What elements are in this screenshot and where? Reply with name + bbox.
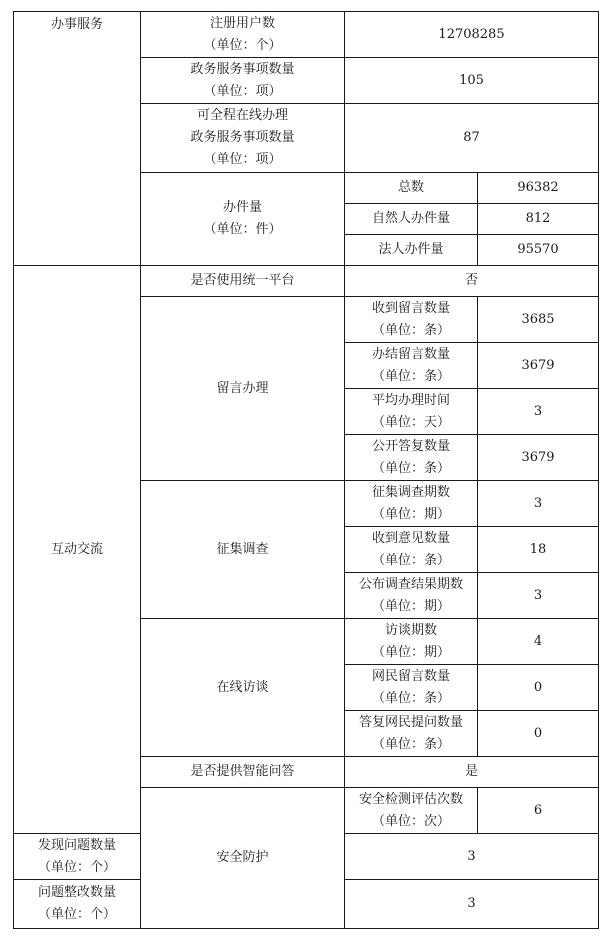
interview-replies-value: 0 [478, 711, 599, 757]
survey-periods-value: 3 [478, 481, 599, 527]
unified-platform-label: 是否使用统一平台 [141, 266, 345, 297]
case-legal-person-value: 95570 [478, 235, 599, 266]
unified-platform-value: 否 [345, 266, 599, 297]
section-label-security: 安全防护 [141, 788, 345, 929]
case-natural-person-label: 自然人办件量 [345, 204, 478, 235]
security-checks-label-cell: 安全检测评估次数 （单位：次） [345, 788, 478, 834]
smart-qa-label: 是否提供智能问答 [141, 757, 345, 788]
case-total-value: 96382 [478, 173, 599, 204]
survey-results-label-cell: 公布调查结果期数 （单位：期） [345, 573, 478, 619]
section-label-service: 办事服务 [14, 12, 141, 266]
message-received-label-cell: 收到留言数量 （单位：条） [345, 297, 478, 343]
interview-label: 在线访谈 [141, 619, 345, 757]
security-checks-value: 6 [478, 788, 599, 834]
case-legal-person-label: 法人办件量 [345, 235, 478, 266]
online-items-label-cell: 可全程在线办理 政务服务事项数量 （单位：项） [141, 104, 345, 173]
row-registered-users [14, 12, 599, 58]
security-issues-found-value: 3 [345, 834, 599, 880]
service-items-value: 105 [345, 58, 599, 104]
message-avg-time-value: 3 [478, 389, 599, 435]
interview-periods-value: 4 [478, 619, 599, 665]
security-issues-fixed-value: 3 [345, 880, 599, 929]
message-public-reply-value: 3679 [478, 435, 599, 481]
message-received-value: 3685 [478, 297, 599, 343]
case-volume-label-cell: 办件量 （单位：件） [141, 173, 345, 266]
interview-messages-label-cell: 网民留言数量 （单位：条） [345, 665, 478, 711]
security-issues-found-label-cell: 发现问题数量 （单位：个） [14, 834, 141, 880]
interview-periods-label-cell: 访谈期数 （单位：期） [345, 619, 478, 665]
survey-label: 征集调查 [141, 481, 345, 619]
registered-users-value: 12708285 [345, 12, 599, 58]
message-completed-value: 3679 [478, 343, 599, 389]
case-natural-person-value: 812 [478, 204, 599, 235]
survey-periods-label-cell: 征集调查期数 （单位：期） [345, 481, 478, 527]
message-handling-label: 留言办理 [141, 297, 345, 481]
message-avg-time-label-cell: 平均办理时间 （单位：天） [345, 389, 478, 435]
section-label-interaction: 互动交流 [14, 266, 141, 834]
smart-qa-value: 是 [345, 757, 599, 788]
survey-results-value: 3 [478, 573, 599, 619]
interview-replies-label-cell: 答复网民提问数量 （单位：条） [345, 711, 478, 757]
online-items-value: 87 [345, 104, 599, 173]
message-completed-label-cell: 办结留言数量 （单位：条） [345, 343, 478, 389]
interview-messages-value: 0 [478, 665, 599, 711]
government-website-statistics-table [13, 11, 599, 929]
survey-opinions-value: 18 [478, 527, 599, 573]
service-items-label-cell: 政务服务事项数量 （单位：项） [141, 58, 345, 104]
security-issues-fixed-label-cell: 问题整改数量 （单位：个） [14, 880, 141, 929]
survey-opinions-label-cell: 收到意见数量 （单位：条） [345, 527, 478, 573]
case-total-label: 总数 [345, 173, 478, 204]
row-unified-platform [14, 266, 599, 297]
registered-users-label-cell: 注册用户数 （单位：个） [141, 12, 345, 58]
message-public-reply-label-cell: 公开答复数量 （单位：条） [345, 435, 478, 481]
